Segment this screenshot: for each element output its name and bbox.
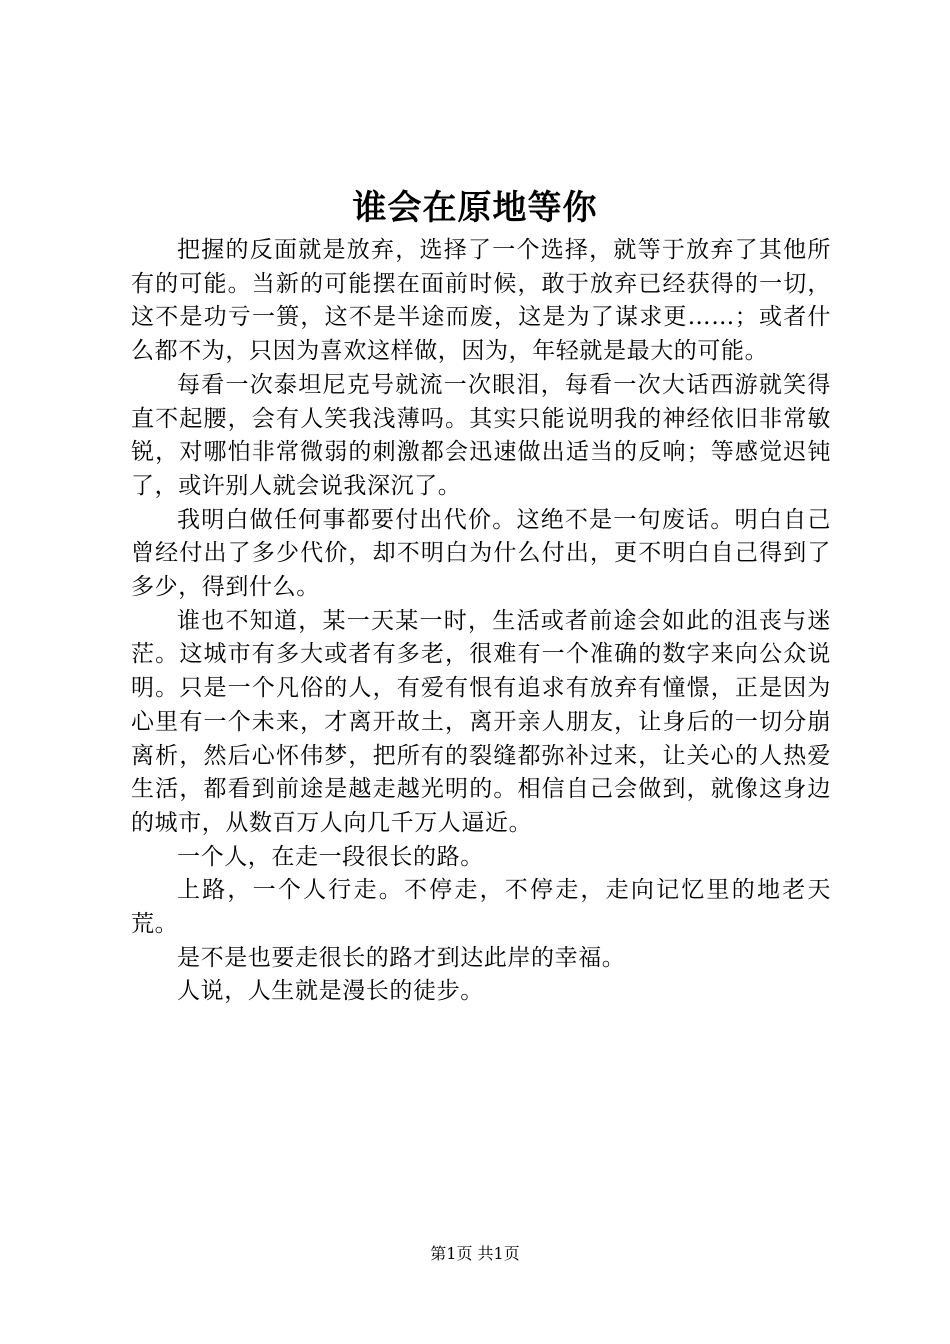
paragraph-3: 我明白做任何事都要付出代价。这绝不是一句废话。明白自己曾经付出了多少代价，却不明白为什么付出，更不明白自己得到了多少，得到什么。 <box>131 506 831 601</box>
paragraph-8: 人说，人生就是漫长的徒步。 <box>177 978 484 1005</box>
paragraph-2: 每看一次泰坦尼克号就流一次眼泪，每看一次大话西游就笑得直不起腰，会有人笑我浅薄吗。其实只能说明我的神经依旧非常敏锐，对哪怕非常微弱的刺激都会迅速做出适当的反响；等感觉迟钝了，或许别人就会说我深沉了。 <box>131 371 831 499</box>
document-title: 谁会在原地等你 <box>352 188 598 228</box>
document-body <box>131 234 831 1009</box>
paragraph-1: 把握的反面就是放弃，选择了一个选择，就等于放弃了其他所有的可能。当新的可能摆在面前时候，敢于放弃已经获得的一切，这不是功亏一篑，这不是半途而废，这是为了谋求更……；或者什么都不为，只因为喜欢这样做，因为，年轻就是最大的可能。 <box>131 237 831 365</box>
paragraph-5: 一个人，在走一段很长的路。 <box>177 843 484 870</box>
paragraph-4: 谁也不知道，某一天某一时，生活或者前途会如此的沮丧与迷茫。这城市有多大或者有多老，很难有一个准确的数字来向公众说明。只是一个凡俗的人，有爱有恨有追求有放弃有憧憬，正是因为心里有一个未来，才离开故土，离开亲人朋友，让身后的一切分崩离析，然后心怀伟梦，把所有的裂缝都弥补过来，让关心的人热爱生活，都看到前途是越走越光明的。相信自己会做到，就像这身边的城市，从数百万人向几千万人逼近。 <box>131 607 831 836</box>
paragraph-6: 上路，一个人行走。不停走，不停走，走向记忆里的地老天荒。 <box>131 877 831 938</box>
paragraph-7: 是不是也要走很长的路才到达此岸的幸福。 <box>177 944 626 971</box>
page-number-footer: 第1页 共1页 <box>430 1244 520 1263</box>
